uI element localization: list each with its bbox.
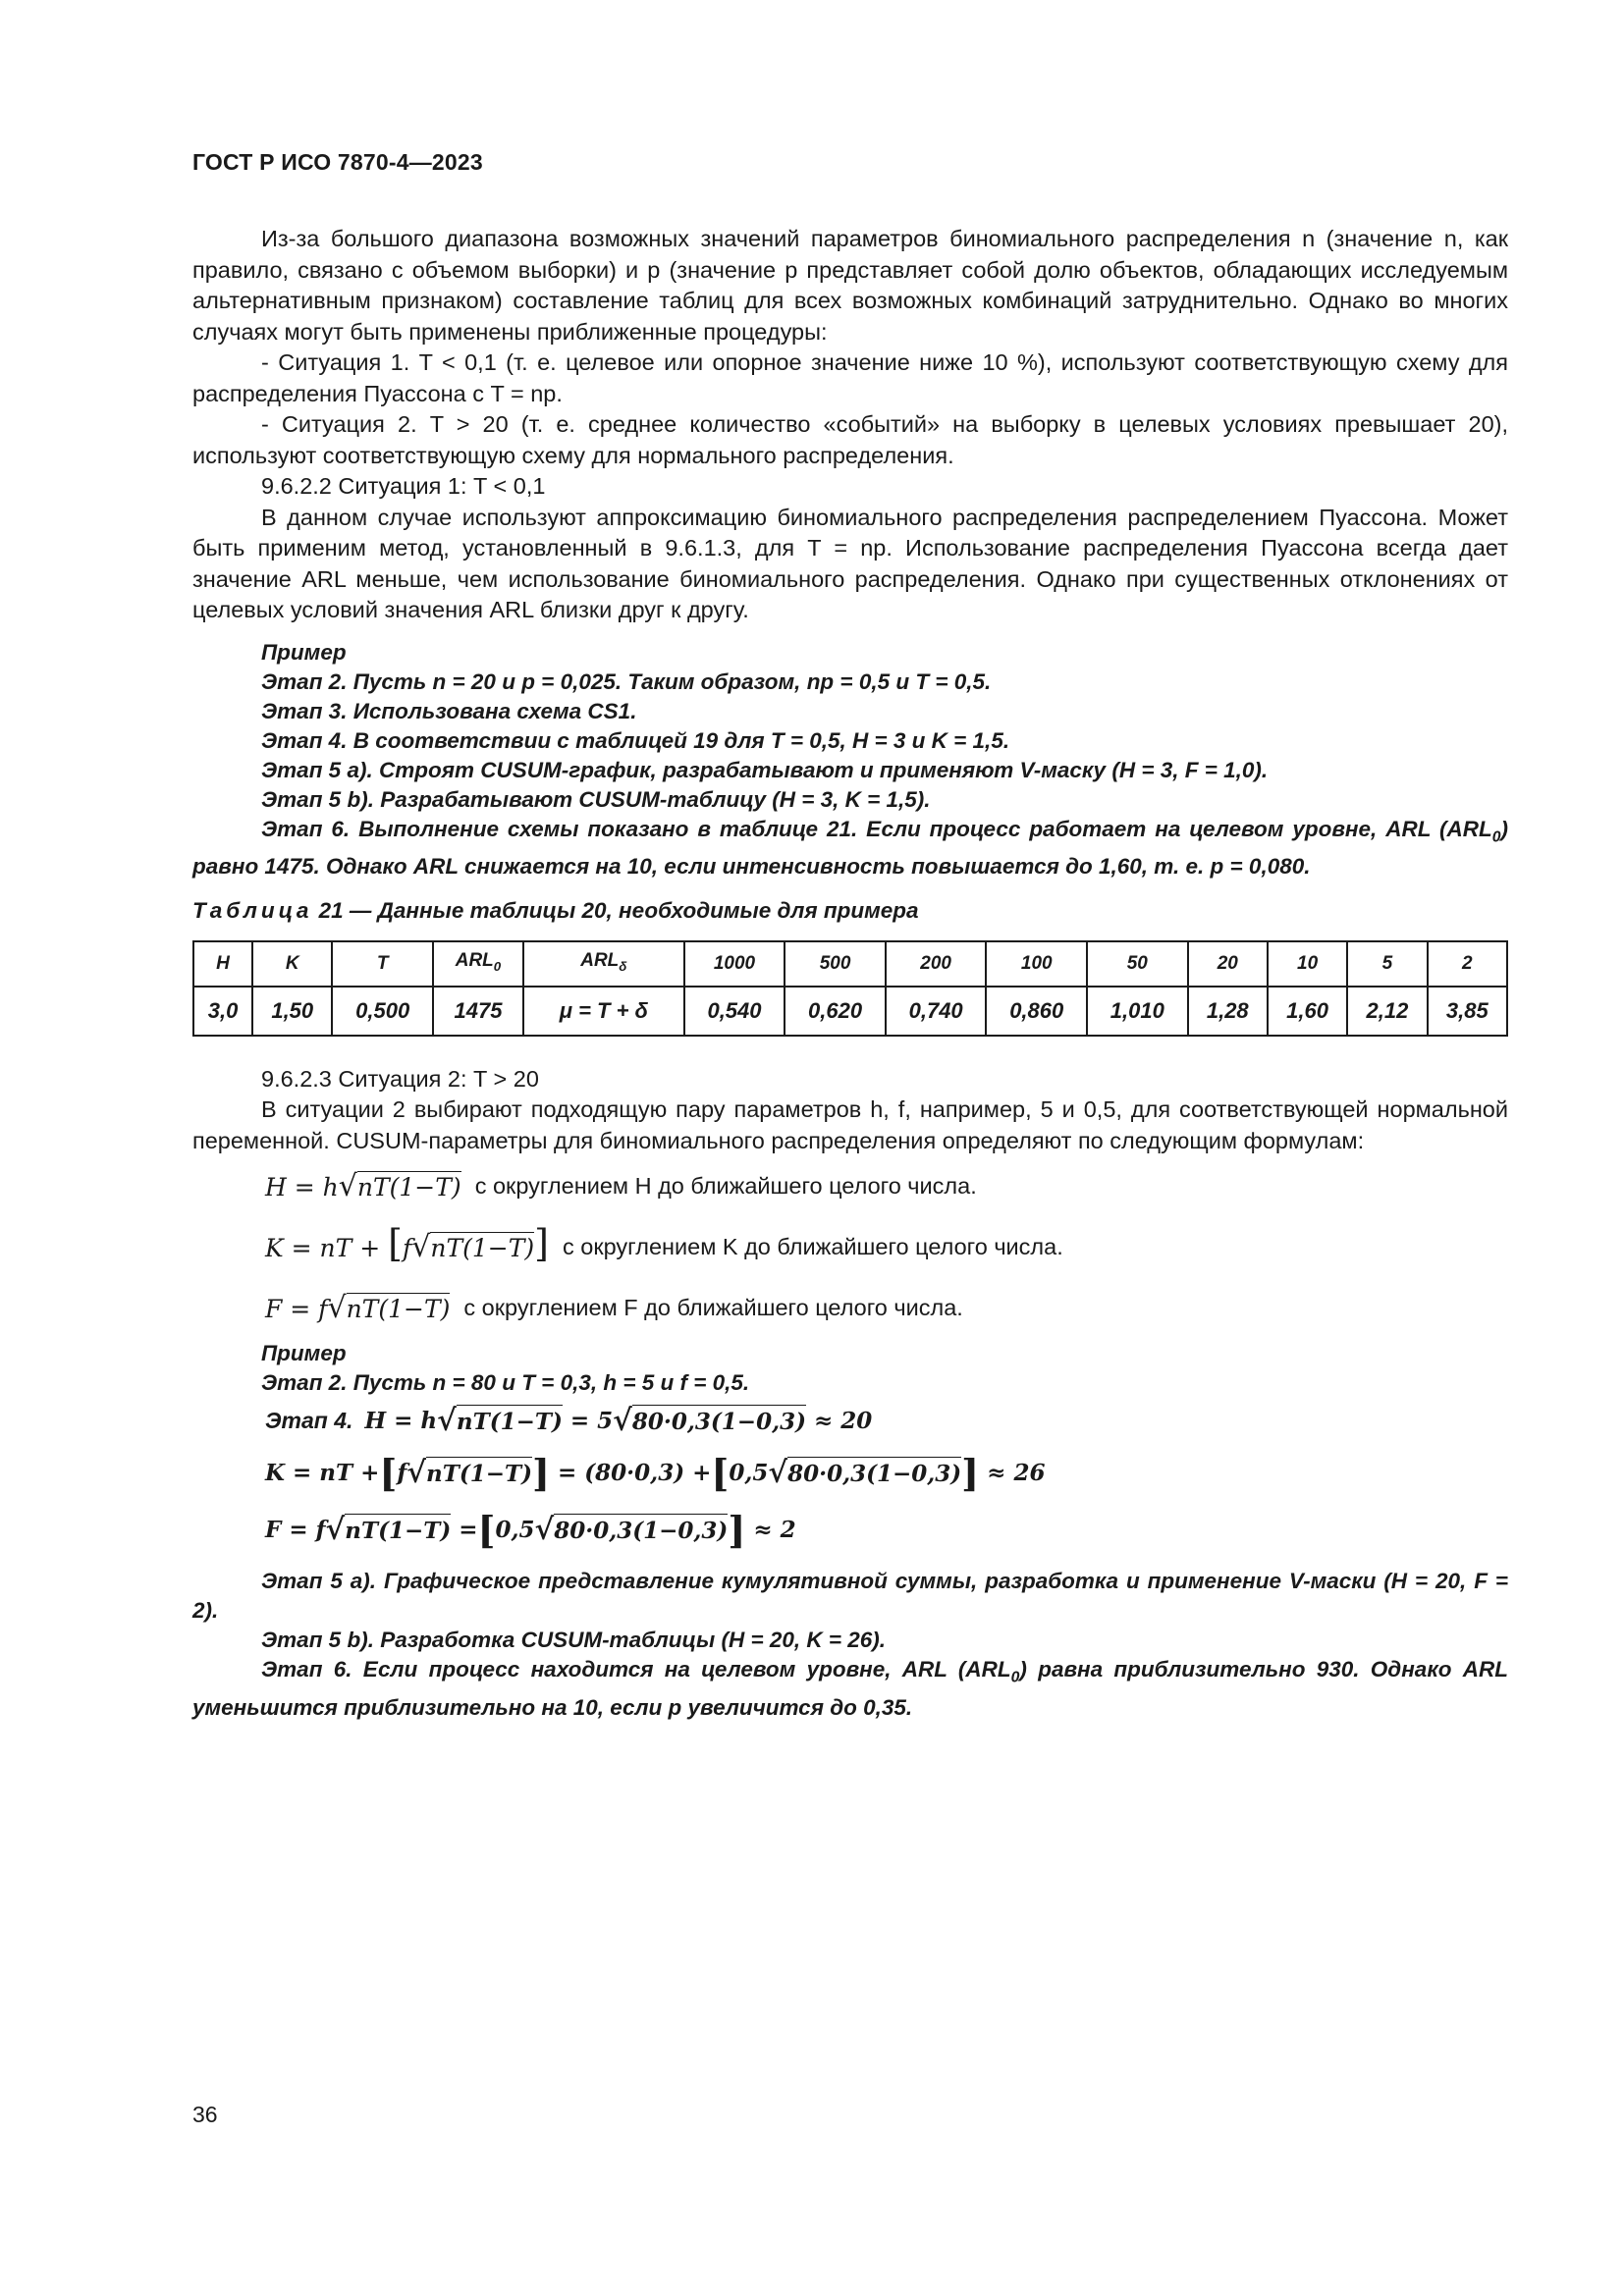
formula-F [192, 1278, 1508, 1339]
table-header-cell: 100 [986, 941, 1087, 987]
table-header-cell: 20 [1188, 941, 1268, 987]
example-step-6: Этап 6. Выполнение схемы показано в таблице 21. Если процесс работает на целевом уровне, ARL $(ARL_0)$ равно 1475. Однако ARL снижается на 10, если интенсивность повышается до 1,60, т. е. p = 0,080. [192, 816, 1508, 879]
formula-H-math: H = h√nT(1−T) [265, 1168, 461, 1203]
table-cell: 1,28 [1188, 987, 1268, 1036]
example-step: Этап 3. Использована схема CS1. [261, 698, 637, 723]
example-1 [192, 638, 1508, 882]
paragraph-situation-2-desc: В ситуации 2 выбирают подходящую пару параметров h, f, например, 5 и 0,5, для соответствующей нормальной переменной. CUSUM-параметры для биномиального распределения определяют по следующим формулам: [192, 1096, 1508, 1153]
table-header-cell: 10 [1268, 941, 1347, 987]
example-step: Этап 5 b). Разрабатывают CUSUM-таблицу (H = 3, K = 1,5). [261, 786, 931, 812]
table-header-cell: 50 [1087, 941, 1188, 987]
page-number: 36 [192, 2102, 218, 2127]
data-table-21 [192, 940, 1508, 1037]
table-cell: 1,010 [1087, 987, 1188, 1036]
table-header-cell: 2 [1428, 941, 1507, 987]
formula-F-text: с округлением F до ближайшего целого числа. [463, 1295, 963, 1321]
table-header-cell: $ARL_0$ [433, 941, 523, 987]
example-step: Этап 5 a). Графическое представление кумулятивной суммы, разработка и применение V-маски (H = 20, F = 2). [192, 1569, 1508, 1623]
table-header-row [193, 941, 1507, 987]
formula-H-text: с округлением H до ближайшего целого числа. [474, 1173, 977, 1200]
example-K-calc: K = nT + [ f √ nT(1−T) ] = (80·0,3) + [ 0,5 √ 80·0,3(1−0,3) ] ≈ 26 [265, 1451, 1046, 1495]
document-header: ГОСТ Р ИСО 7870-4—2023 [192, 149, 483, 175]
example-F-calc: F = f √ nT(1−T) = [ 0,5 √ 80·0,3(1−0,3) ] ≈ 2 [265, 1508, 796, 1552]
table-header-cell: T [332, 941, 433, 987]
table-cell: 0,620 [785, 987, 886, 1036]
paragraph-poisson-approx: В данном случае используют аппроксимацию биномиального распределения распределением Пуассона. Может быть применим метод, установленный в 9.6.1.3, для T = np. Использование распределения Пуассона всегда дает значение ARL меньше, чем использование биномиального распределения. Однако при существенных отклонениях от целевых условий значения ARL близки друг к другу. [192, 504, 1508, 622]
table-cell: 1,60 [1268, 987, 1347, 1036]
formula-K-text: с округлением K до ближайшего целого числа. [563, 1234, 1063, 1260]
table-cell: 1,50 [252, 987, 332, 1036]
example-step: Этап 2. Пусть n = 20 и p = 0,025. Таким образом, np = 0,5 и T = 0,5. [261, 668, 992, 694]
example-H-calc: Этап 4. H = h √ nT(1−T) = 5 √ 80·0,3(1−0,3) ≈ 20 [265, 1404, 873, 1439]
paragraph-situation-1: - Ситуация 1. T < 0,1 (т. е. целевое или опорное значение ниже 10 %), используют соответствующую схему для распределения Пуассона с T = np. [192, 349, 1508, 406]
table-cell: 0,500 [332, 987, 433, 1036]
example-step: Этап 2. Пусть n = 80 и T = 0,3, h = 5 и f = 0,5. [261, 1370, 750, 1395]
table-header-cell: 1000 [684, 941, 785, 987]
table-cell: 3,85 [1428, 987, 1507, 1036]
formula-H [192, 1156, 1508, 1217]
subsection-heading-9-6-2-2: 9.6.2.2 Ситуация 1: T < 0,1 [261, 473, 546, 499]
example-step: Этап 5 b). Разработка CUSUM-таблицы (H = 20, K = 26). [261, 1628, 887, 1652]
example-title: Пример [261, 1341, 347, 1365]
formula-K [192, 1217, 1508, 1278]
example-step-6: Этап 6. Если процесс находится на целевом уровне, ARL $(ARL_0)$ равна приблизительно 930. Однако ARL уменьшится приблизительно на 10, если p увеличится до 0,35. [192, 1657, 1508, 1720]
table-cell: 0,740 [886, 987, 987, 1036]
paragraph-intro: Из-за большого диапазона возможных значений параметров биномиального распределения n (значение n, как правило, связано с объемом выборки) и p (значение p представляет собой долю объектов, обладающих исследуемым альтернативным признаком) составление таблиц для всех возможных комбинаций затруднительно. Однако во многих случаях могут быть применены приближенные процедуры: [192, 226, 1508, 345]
example-step: Этап 4. В соответствии с таблицей 19 для T = 0,5, H = 3 и K = 1,5. [261, 727, 1010, 753]
table-row [193, 987, 1507, 1036]
example-step: Этап 5 a). Строят CUSUM-график, разрабатывают и применяют V-маску (H = 3, F = 1,0). [261, 757, 1269, 782]
table-header-cell: 200 [886, 941, 987, 987]
table-cell: 0,860 [986, 987, 1087, 1036]
table-header-cell: 5 [1347, 941, 1427, 987]
table-header-cell: K [252, 941, 332, 987]
table-header-cell: H [193, 941, 252, 987]
formula-F-math: F = f√nT(1−T) [265, 1290, 451, 1325]
table-cell: μ = T + δ [523, 987, 684, 1036]
table-cell: 1475 [433, 987, 523, 1036]
example-2 [192, 1339, 1508, 1723]
table-cell: 3,0 [193, 987, 252, 1036]
table-header-cell: 500 [785, 941, 886, 987]
formula-K-math: K = nT + [f√nT(1−T)] [265, 1221, 549, 1265]
paragraph-situation-2: - Ситуация 2. T > 20 (т. е. среднее количество «событий» на выборку в целевых условиях превышает 20), используют соответствующую схему для нормального распределения. [192, 411, 1508, 468]
table-caption: Таблица 21 — Данные таблицы 20, необходимые для примера [192, 898, 919, 923]
document-body [192, 224, 1508, 1723]
table-cell: 2,12 [1347, 987, 1427, 1036]
table-cell: 0,540 [684, 987, 785, 1036]
example-title: Пример [261, 639, 347, 665]
subsection-heading-9-6-2-3: 9.6.2.3 Ситуация 2: T > 20 [261, 1065, 539, 1092]
table-header-cell: $ARL_\delta$ [523, 941, 684, 987]
